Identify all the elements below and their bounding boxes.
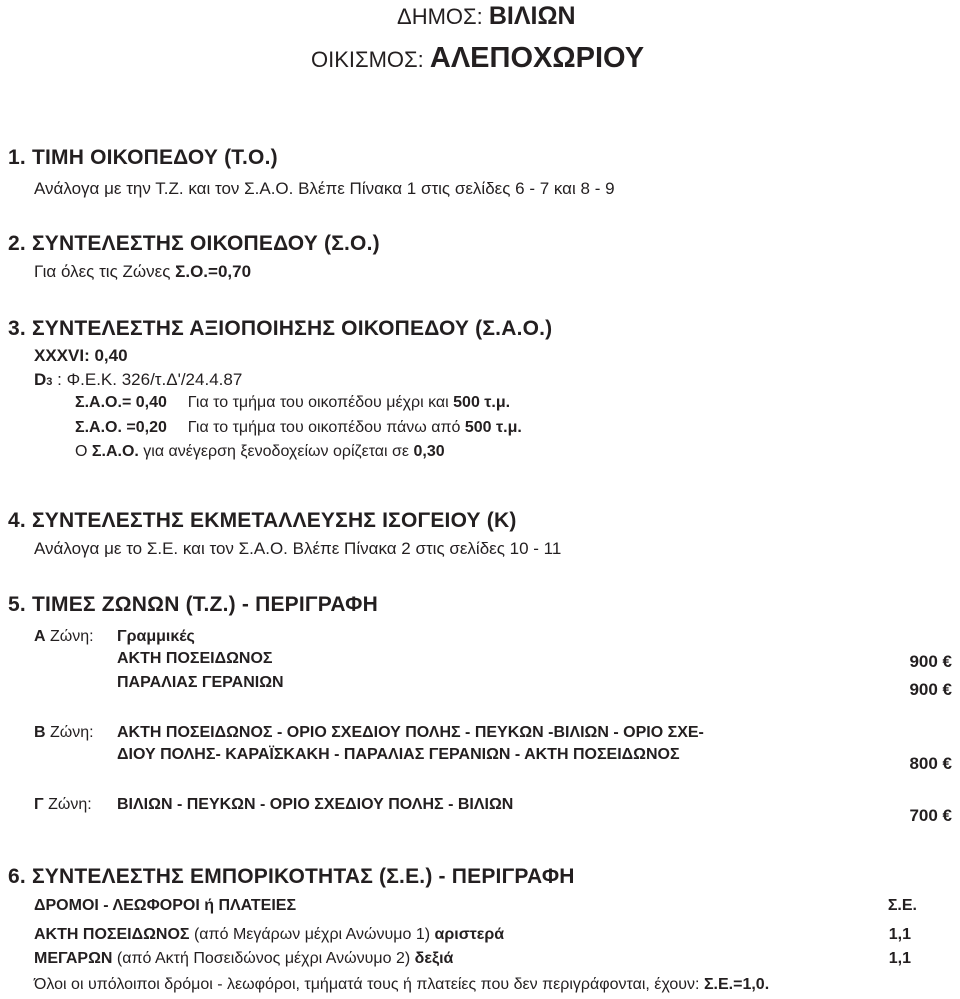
settlement-value: ΑΛΕΠΟΧΩΡΙΟΥ (429, 42, 645, 74)
section-3-row-2 (75, 419, 522, 437)
row-2-coefficient: Σ.Α.Ο. =0,20 (75, 419, 167, 436)
zone-a-letter: Α (34, 628, 46, 645)
section-4-text: Ανάλογα με το Σ.Ε. και τον Σ.Α.Ο. Βλέπε Πίνακα 2 στις σελίδες 10 - 11 (34, 539, 562, 558)
zone-a-price-1: 900 € (909, 652, 952, 671)
row-3-article: Ο (75, 443, 92, 460)
zone-c-letter: Γ (34, 796, 44, 813)
zone-a-word: Ζώνη: (45, 628, 94, 645)
row-2-desc: Για το τμήμα του οικοπέδου πάνω από (187, 419, 465, 436)
zone-b-line-2: ΔΙΟΥ ΠΟΛΗΣ- ΚΑΡΑΪΣΚΑΚΗ - ΠΑΡΑΛΙΑΣ ΓΕΡΑΝΙΩΝ - ΑΚΤΗ ΠΟΣΕΙΔΩΝΟΣ (117, 746, 680, 763)
zone-a-line-1: ΑΚΤΗ ΠΟΣΕΙΔΩΝΟΣ (117, 650, 273, 667)
municipality-value: ΒΙΛΙΩΝ (488, 2, 576, 30)
section-2-text-label: Για όλες τις Ζώνες (34, 262, 176, 281)
row-2-street: ΜΕΓΑΡΩΝ (34, 950, 113, 967)
section-6-row-2-value: 1,1 (888, 950, 911, 967)
row-2-side: δεξιά (414, 950, 454, 967)
section-3-d3 (34, 370, 242, 390)
row-1-range: (από Μεγάρων μέχρι Ανώνυμο 1) (189, 926, 435, 943)
settlement-line (311, 42, 644, 75)
zone-a-line-2: ΠΑΡΑΛΙΑΣ ΓΕΡΑΝΙΩΝ (117, 674, 284, 691)
section-1-title: 1. ΤΙΜΗ ΟΙΚΟΠΕΔΟΥ (Τ.Ο.) (8, 146, 278, 169)
section-1-text: Ανάλογα με την Τ.Ζ. και τον Σ.Α.Ο. Βλέπε Πίνακα 1 στις σελίδες 6 - 7 και 8 - 9 (34, 179, 615, 198)
row-3-desc: για ανέγερση ξενοδοχείων ορίζεται σε (138, 443, 414, 460)
row-1-coefficient: Σ.Α.Ο.= 0,40 (75, 394, 167, 411)
section-6-row-1 (34, 926, 504, 944)
settlement-label: ΟΙΚΙΣΜΟΣ: (311, 47, 424, 72)
section-6-footer (34, 976, 769, 994)
d3-sub: 3 (46, 376, 53, 388)
section-6-title: 6. ΣΥΝΤΕΛΕΣΤΗΣ ΕΜΠΟΡΙΚΟΤΗΤΑΣ (Σ.Ε.) - ΠΕΡΙΓΡΑΦΗ (8, 865, 575, 888)
zone-a-label (34, 628, 94, 646)
zone-b-line-1: ΑΚΤΗ ΠΟΣΕΙΔΩΝΟΣ - ΟΡΙΟ ΣΧΕΔΙΟΥ ΠΟΛΗΣ - ΠΕΥΚΩΝ -ΒΙΛΙΩΝ - ΟΡΙΟ ΣΧΕ- (117, 724, 704, 741)
zone-b-letter: Β (34, 724, 46, 741)
row-2-range: (από Ακτή Ποσειδώνος μέχρι Ανώνυμο 2) (112, 950, 415, 967)
section-6-header-left: ΔΡΟΜΟΙ - ΛΕΩΦΟΡΟΙ ή ΠΛΑΤΕΙΕΣ (34, 897, 297, 914)
section-3-xxxvi: XXXVI: 0,40 (34, 346, 128, 365)
section-5-title: 5. ΤΙΜΕΣ ΖΩΝΩΝ (Τ.Ζ.) - ΠΕΡΙΓΡΑΦΗ (8, 593, 378, 616)
footer-text: Όλοι οι υπόλοιποι δρόμοι - λεωφόροι, τμήματά τους ή πλατείες που δεν περιγράφονται, έχουν: (34, 976, 704, 993)
section-6-header-right: Σ.Ε. (887, 897, 917, 914)
row-1-side: αριστερά (434, 926, 505, 943)
section-3-row-1 (75, 394, 510, 412)
zone-c-word: Ζώνη: (43, 796, 92, 813)
d3-text: : Φ.Ε.Κ. 326/τ.Δ'/24.4.87 (52, 370, 243, 389)
section-6-row-1-value: 1,1 (888, 926, 911, 943)
section-4-title: 4. ΣΥΝΤΕΛΕΣΤΗΣ ΕΚΜΕΤΑΛΛΕΥΣΗΣ ΙΣΟΓΕΙΟΥ (Κ) (8, 509, 517, 532)
section-2-text-value: Σ.Ο.=0,70 (175, 262, 252, 281)
row-1-street: ΑΚΤΗ ΠΟΣΕΙΔΩΝΟΣ (34, 926, 190, 943)
section-2-title: 2. ΣΥΝΤΕΛΕΣΤΗΣ ΟΙΚΟΠΕΔΟΥ (Σ.Ο.) (8, 232, 380, 255)
municipality-label: ΔΗΜΟΣ: (397, 4, 483, 29)
zone-a-price-2: 900 € (909, 680, 952, 699)
footer-value: Σ.Ε.=1,0. (703, 976, 770, 993)
zone-c-label (34, 796, 92, 814)
zone-a-desc: Γραμμικές (117, 628, 195, 645)
zone-b-label (34, 724, 94, 742)
row-3-label: Σ.Α.Ο. (91, 443, 139, 460)
municipality-line (397, 2, 576, 31)
zone-c-price: 700 € (909, 806, 952, 825)
row-3-value: 0,30 (413, 443, 445, 460)
section-2-text (34, 262, 251, 282)
row-1-area: 500 τ.μ. (453, 394, 511, 411)
section-6-row-2 (34, 950, 453, 968)
d3-label: D (34, 370, 47, 389)
section-3-title: 3. ΣΥΝΤΕΛΕΣΤΗΣ ΑΞΙΟΠΟΙΗΣΗΣ ΟΙΚΟΠΕΔΟΥ (Σ.Α.Ο.) (8, 317, 553, 340)
zone-b-price: 800 € (909, 754, 952, 773)
zone-b-word: Ζώνη: (45, 724, 94, 741)
section-3-row-3 (75, 443, 445, 461)
row-1-desc: Για το τμήμα του οικοπέδου μέχρι και (187, 394, 454, 411)
zone-c-line-1: ΒΙΛΙΩΝ - ΠΕΥΚΩΝ - ΟΡΙΟ ΣΧΕΔΙΟΥ ΠΟΛΗΣ - ΒΙΛΙΩΝ (117, 796, 514, 813)
row-2-area: 500 τ.μ. (464, 419, 522, 436)
